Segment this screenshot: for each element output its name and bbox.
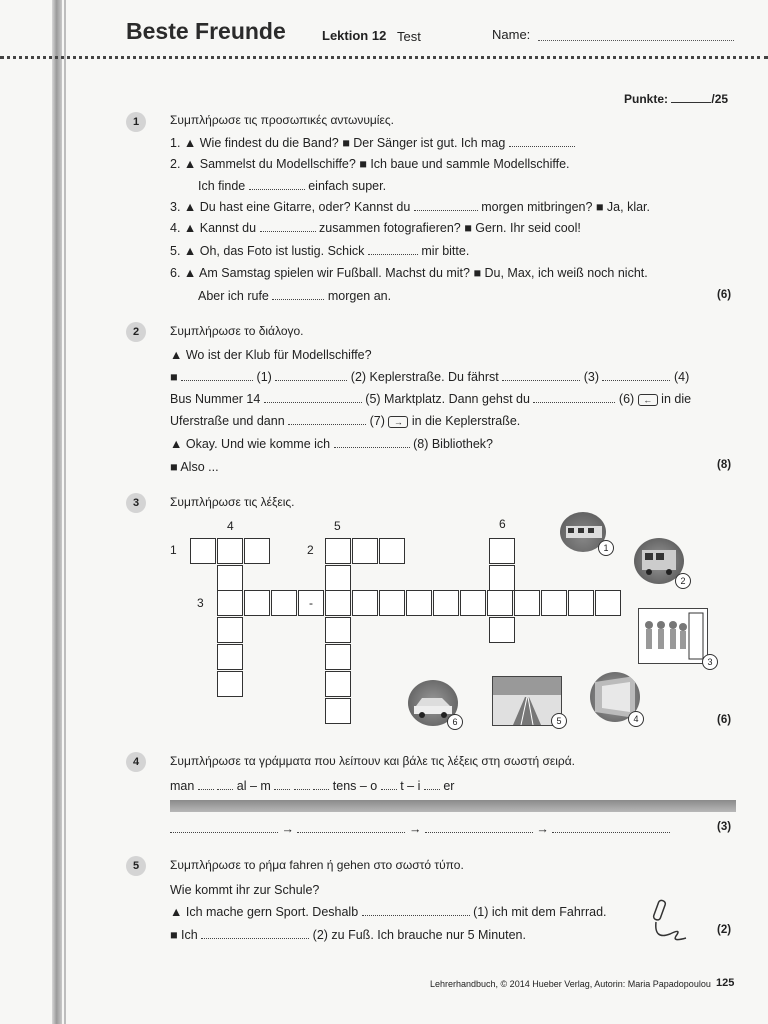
ex2-blank-8[interactable] bbox=[334, 437, 410, 448]
footer-credit: Lehrerhandbuch, © 2014 Hueber Verlag, Autorin: Maria Papadopoulou bbox=[430, 979, 711, 989]
exercise-3-score: (6) bbox=[717, 714, 732, 726]
exercise-5-score: (2) bbox=[717, 924, 732, 936]
crossword-cell[interactable] bbox=[325, 538, 351, 564]
picture-number-2: 2 bbox=[675, 573, 691, 589]
exercise-number-1: 1 bbox=[126, 112, 146, 132]
ex4-blank-7[interactable] bbox=[424, 779, 440, 790]
ex4-order-line: → → → bbox=[170, 822, 670, 836]
ex4-blank-2[interactable] bbox=[217, 779, 233, 790]
exercise-2-score: (8) bbox=[717, 459, 732, 471]
header-divider bbox=[0, 56, 768, 59]
ex4-blank-6[interactable] bbox=[381, 779, 397, 790]
exercise-number-3: 3 bbox=[126, 493, 146, 513]
exercise-2-instruction: Συμπλήρωσε το διάλογο. bbox=[170, 324, 304, 338]
crossword-cell[interactable] bbox=[325, 565, 351, 591]
ex2-line-3: Bus Nummer 14 (5) Marktplatz. Dann gehst du (6) ← in die bbox=[170, 392, 692, 406]
ex2-blank-7[interactable] bbox=[288, 414, 366, 425]
exercise-1-score: (6) bbox=[717, 289, 732, 301]
exercise-number-2: 2 bbox=[126, 322, 146, 342]
bike-key-doodle-icon bbox=[642, 896, 694, 944]
crossword-cell[interactable] bbox=[568, 590, 594, 616]
ex2-blank-2[interactable] bbox=[275, 370, 347, 381]
crossword-number-4: 4 bbox=[227, 519, 234, 533]
ex5-line-3: ■ Ich (2) zu Fuß. Ich brauche nur 5 Minuten. bbox=[170, 928, 526, 942]
arrow-right-icon: → bbox=[388, 416, 408, 428]
ex4-blank-3[interactable] bbox=[274, 779, 290, 790]
picture-number-6: 6 bbox=[447, 714, 463, 730]
crossword-cell[interactable] bbox=[217, 565, 243, 591]
ex4-word-4[interactable] bbox=[552, 822, 670, 833]
ex5-blank-1[interactable] bbox=[362, 905, 470, 916]
exercise-5-instruction: Συμπλήρωσε το ρήμα fahren ή gehen στο σωστό τύπο. bbox=[170, 858, 464, 872]
crossword-cell[interactable] bbox=[595, 590, 621, 616]
picture-number-5: 5 bbox=[551, 713, 567, 729]
ex2-line-5: ▲ Okay. Und wie komme ich (8) Bibliothek? bbox=[170, 437, 493, 451]
ex4-word-1[interactable] bbox=[170, 822, 278, 833]
people-waiting-picture bbox=[638, 608, 708, 664]
crossword-cell[interactable] bbox=[325, 698, 351, 724]
crossword-cell[interactable] bbox=[379, 538, 405, 564]
exercise-3-instruction: Συμπλήρωσε τις λέξεις. bbox=[170, 495, 295, 509]
page-number: 125 bbox=[716, 977, 735, 989]
ex1-blank-4[interactable] bbox=[260, 221, 316, 232]
ex2-line-2: ■ (1) (2) Keplerstraße. Du fährst (3) (4) bbox=[170, 370, 690, 384]
arrow-left-icon: ← bbox=[638, 394, 658, 406]
crossword-number-1: 1 bbox=[170, 543, 177, 557]
crossword-hyphen: - bbox=[309, 596, 313, 610]
page-title: Beste Freunde bbox=[126, 18, 286, 44]
ex4-blank-1[interactable] bbox=[198, 779, 214, 790]
ex1-blank-2[interactable] bbox=[249, 179, 305, 190]
crossword-cell[interactable] bbox=[406, 590, 432, 616]
ex2-blank-3[interactable] bbox=[502, 370, 580, 381]
ex4-fragments: man al – m tens – o t – i er bbox=[170, 779, 455, 793]
ex4-word-2[interactable] bbox=[297, 822, 405, 833]
ex4-blank-4[interactable] bbox=[294, 779, 310, 790]
ex1-blank-5[interactable] bbox=[368, 244, 418, 255]
picture-number-4: 4 bbox=[628, 711, 644, 727]
crossword-cell[interactable] bbox=[487, 590, 513, 616]
ex2-line-6: ■ Also ... bbox=[170, 460, 219, 474]
binding-edge bbox=[64, 0, 66, 1024]
crossword-number-2: 2 bbox=[307, 543, 314, 557]
ex1-blank-3[interactable] bbox=[414, 200, 478, 211]
name-field[interactable] bbox=[538, 40, 734, 41]
ex1-blank-6[interactable] bbox=[272, 289, 324, 300]
crossword-cell[interactable] bbox=[379, 590, 405, 616]
crossword-cell[interactable] bbox=[460, 590, 486, 616]
crossword-cell[interactable] bbox=[514, 590, 540, 616]
ex5-line-1: Wie kommt ihr zur Schule? bbox=[170, 883, 320, 897]
exercise-4-instruction: Συμπλήρωσε τα γράμματα που λείπουν και βάλε τις λέξεις στη σωστή σειρά. bbox=[170, 754, 576, 768]
exercise-4-score: (3) bbox=[717, 821, 732, 833]
exercise-number-4: 4 bbox=[126, 752, 146, 772]
ex1-line-4: 4. ▲ Kannst du zusammen fotografieren? ■ Gern. Ihr seid cool! bbox=[170, 221, 581, 235]
crossword-cell[interactable] bbox=[217, 590, 243, 616]
ex4-blank-5[interactable] bbox=[313, 779, 329, 790]
ex1-blank-1[interactable] bbox=[509, 136, 575, 147]
crossword-number-5: 5 bbox=[334, 519, 341, 533]
lesson-label: Lektion 12 bbox=[322, 28, 387, 43]
ex1-line-2b: Ich finde einfach super. bbox=[198, 179, 387, 193]
crossword-cell[interactable] bbox=[217, 538, 243, 564]
crossword-cell[interactable] bbox=[217, 671, 243, 697]
crossword-cell[interactable] bbox=[244, 538, 270, 564]
picture-number-3: 3 bbox=[702, 654, 718, 670]
ex2-line-1: ▲ Wo ist der Klub für Modellschiffe? bbox=[170, 348, 372, 362]
crossword-cell[interactable] bbox=[325, 671, 351, 697]
ex5-line-2: ▲ Ich mache gern Sport. Deshalb (1) ich mit dem Fahrrad. bbox=[170, 905, 607, 919]
crossword-cell[interactable] bbox=[489, 617, 515, 643]
crossword-cell[interactable] bbox=[271, 590, 297, 616]
scribble-bar bbox=[170, 800, 736, 812]
points-total: Punkte: /25 bbox=[624, 92, 729, 106]
test-label: Test bbox=[397, 29, 421, 44]
ex1-line-5: 5. ▲ Oh, das Foto ist lustig. Schick mir bitte. bbox=[170, 244, 470, 258]
crossword-cell[interactable] bbox=[217, 617, 243, 643]
crossword-cell[interactable] bbox=[541, 590, 567, 616]
ex5-blank-2[interactable] bbox=[201, 928, 309, 939]
crossword-cell[interactable] bbox=[433, 590, 459, 616]
crossword-cell[interactable] bbox=[217, 644, 243, 670]
crossword-number-3: 3 bbox=[197, 596, 204, 610]
ex2-line-4: Uferstraße und dann (7) → in die Keplerstraße. bbox=[170, 414, 521, 428]
crossword-number-6: 6 bbox=[499, 517, 506, 531]
ex1-line-1: 1. ▲ Wie findest du die Band? ■ Der Sänger ist gut. Ich mag bbox=[170, 136, 575, 150]
points-blank[interactable] bbox=[671, 102, 711, 103]
ex2-blank-6[interactable] bbox=[533, 392, 615, 403]
ex1-line-3: 3. ▲ Du hast eine Gitarre, oder? Kannst du morgen mitbringen? ■ Ja, klar. bbox=[170, 200, 651, 214]
exercise-1-instruction: Συμπλήρωσε τις προσωπικές αντωνυμίες. bbox=[170, 113, 394, 127]
ex1-line-2: 2. ▲ Sammelst du Modellschiffe? ■ Ich baue und sammle Modellschiffe. bbox=[170, 157, 570, 171]
crossword-cell[interactable] bbox=[352, 538, 378, 564]
ex1-line-6: 6. ▲ Am Samstag spielen wir Fußball. Machst du mit? ■ Du, Max, ich weiß noch nicht. bbox=[170, 266, 648, 280]
ex4-word-3[interactable] bbox=[425, 822, 533, 833]
binding-spine bbox=[52, 0, 62, 1024]
crossword-cell[interactable] bbox=[325, 644, 351, 670]
ex2-blank-4[interactable] bbox=[602, 370, 670, 381]
crossword-cell[interactable] bbox=[325, 590, 351, 616]
name-label: Name: bbox=[492, 27, 531, 42]
crossword-cell[interactable] bbox=[325, 617, 351, 643]
ex2-blank-5[interactable] bbox=[264, 392, 362, 403]
ex2-blank-1[interactable] bbox=[181, 370, 253, 381]
crossword-cell[interactable] bbox=[244, 590, 270, 616]
crossword-cell[interactable] bbox=[352, 590, 378, 616]
crossword-cell[interactable] bbox=[489, 538, 515, 564]
crossword-cell[interactable] bbox=[190, 538, 216, 564]
exercise-number-5: 5 bbox=[126, 856, 146, 876]
picture-number-1: 1 bbox=[598, 540, 614, 556]
crossword-cell[interactable] bbox=[489, 565, 515, 591]
ex1-line-6b: Aber ich rufe morgen an. bbox=[198, 289, 392, 303]
